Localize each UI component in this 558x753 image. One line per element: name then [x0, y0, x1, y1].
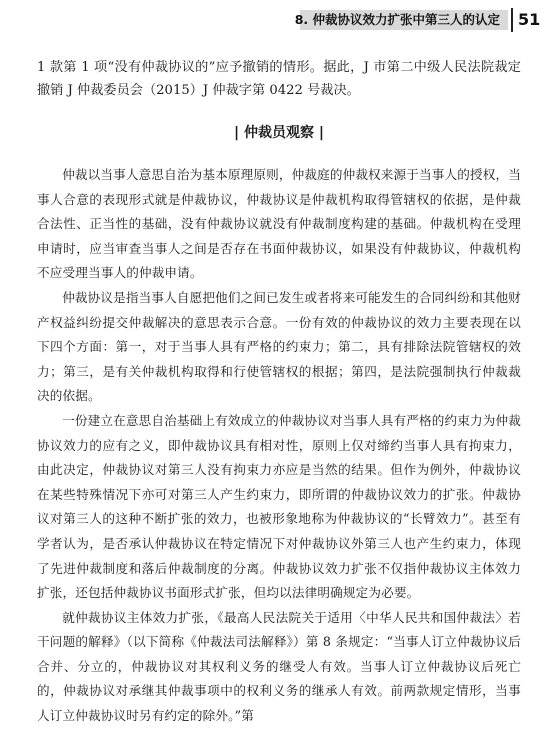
page-number: 51: [518, 10, 541, 29]
body-paragraph-1: 仲裁以当事人意思自治为基本原理原则，仲裁庭的仲裁权来源于当事人的授权，当事人合意的表现形式就是仲裁协议，仲裁协议是仲裁机构取得管辖权的依据，是仲裁合法性、正当性的基础，没有仲裁协议就没有仲裁制度构建的基础。仲裁机构在受理申请时，应当审查当事人之间是否存在书面仲裁协议，如果没有仲裁协议，仲裁机构不应受理当事人的仲裁申请。: [37, 167, 521, 281]
page-body: [37, 56, 521, 729]
section-heading: | 仲裁员观察 |: [234, 125, 324, 141]
header-divider: [511, 8, 513, 32]
lead-paragraph: 1 款第 1 项“没有仲裁协议的”应予撤销的情形。据此，J 市第二中级人民法院裁定撤销 J 仲裁委员会（2015）J 仲裁字第 0422 号裁决。: [37, 60, 521, 98]
body-paragraph-4: 就仲裁协议主体效力扩张，《最高人民法院关于适用〈中华人民共和国仲裁法〉若干问题的解释》（以下简称《仲裁法司法解释》）第 8 条规定：“当事人订立仲裁协议后合并、分立的，仲裁协议对其权利义务的继受人有效。当事人订立仲裁协议后死亡的，仲裁协议对承继其仲裁事项中的权利义务的继承人有效。前两款规定情形，当事人订立仲裁协议时另有约定的除外。”第: [37, 609, 521, 724]
body-paragraph-3: 一份建立在意思自治基础上有效成立的仲裁协议对当事人具有严格的约束力为仲裁协议效力的应有之义，即仲裁协议具有相对性，原则上仅对缔约当事人具有拘束力，由此决定，仲裁协议对第三人没有拘束力亦应是当然的结果。但作为例外，仲裁协议在某些特殊情况下亦可对第三人产生约束力，即所谓的仲裁协议效力的扩张。仲裁协议对第三人的这种不断扩张的效力，也被形象地称为仲裁协议的“长臂效力”。甚至有学者认为，是否承认仲裁协议在特定情况下对仲裁协议外第三人也产生约束力，体现了先进仲裁制度和落后仲裁制度的分离。仲裁协议效力扩张不仅指仲裁协议主体效力扩张，还包括仲裁协议书面形式扩张，但均以法律明确规定为必要。: [37, 412, 521, 601]
body-paragraph-2: 仲裁协议是指当事人自愿把他们之间已发生或者将来可能发生的合同纠纷和其他财产权益纠纷提交仲裁解决的意思表示合意。一份有效的仲裁协议的效力主要表现在以下四个方面：第一，对于当事人具有严格的约束力；第二，具有排除法院管辖权的效力；第三，是有关仲裁机构取得和行使管辖权的根据；第四，是法院强制执行仲裁裁决的依据。: [37, 289, 521, 404]
running-title: 8. 仲裁协议效力扩张中第三人的认定: [294, 12, 500, 27]
running-header: [0, 6, 558, 34]
